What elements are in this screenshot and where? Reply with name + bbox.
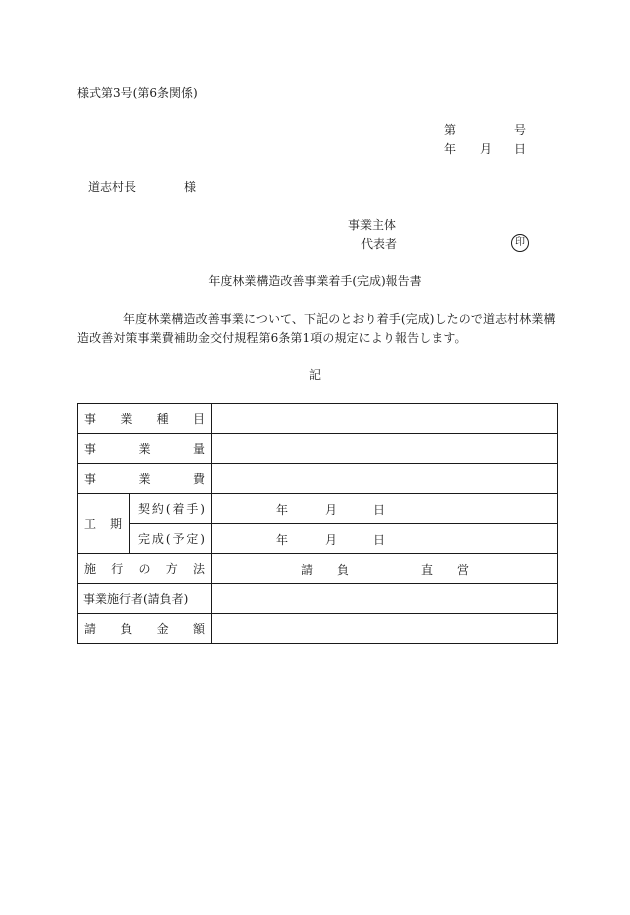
report-table (77, 403, 558, 644)
table-row (78, 494, 558, 524)
entity-label: 事業主体 (348, 218, 397, 232)
label-contract-amount: 請 負 金 額 (78, 614, 212, 644)
addressee-honorific: 様 (184, 180, 197, 194)
form-number: 様式第3号(第6条関係) (77, 86, 198, 100)
document-title: 年度林業構造改善事業着手(完成)報告書 (208, 274, 422, 288)
label-construction-period: 工 期 (78, 494, 130, 554)
option-contract[interactable]: 請 (301, 563, 314, 577)
field-contract-start-date[interactable] (212, 494, 558, 524)
label-project-type: 事 業 種 目 (78, 404, 212, 434)
field-contract-amount[interactable] (212, 614, 558, 644)
field-project-cost[interactable] (212, 464, 558, 494)
table-row (78, 434, 558, 464)
option-direct[interactable]: 直 (421, 563, 434, 577)
number-prefix: 第 (444, 123, 457, 137)
field-executor[interactable] (212, 584, 558, 614)
label-project-cost: 事 業 費 (78, 464, 212, 494)
field-project-type[interactable] (212, 404, 558, 434)
day-unit: 日 (373, 503, 386, 517)
label-completion-planned: 完 成 ( 予 定 ) (130, 524, 212, 554)
label-contract-start: 契 約 ( 着 手 ) (130, 494, 212, 524)
seal-mark: 印 (511, 234, 529, 252)
label-project-volume: 事 業 量 (78, 434, 212, 464)
table-row (78, 464, 558, 494)
addressee-name: 道志村長 (88, 180, 137, 194)
body-text: 年度林業構造改善事業について、下記のとおり着手(完成)したので道志村林業構造改善対策事業費補助金交付規程第6条第1項の規定により報告します。 (77, 312, 556, 345)
day-unit: 日 (373, 533, 386, 547)
label-executor: 事業施行者(請負者) (78, 584, 212, 614)
month-unit: 月 (325, 533, 338, 547)
table-row (78, 584, 558, 614)
date-day: 日 (514, 142, 527, 156)
field-completion-date[interactable] (212, 524, 558, 554)
table-row (78, 554, 558, 584)
number-suffix: 号 (514, 123, 527, 137)
option-direct[interactable]: 営 (457, 563, 470, 577)
table-row (78, 614, 558, 644)
representative-label: 代表者 (361, 237, 398, 251)
date-month: 月 (480, 142, 493, 156)
field-project-volume[interactable] (212, 434, 558, 464)
date-year: 年 (444, 142, 457, 156)
year-unit: 年 (276, 533, 289, 547)
option-contract[interactable]: 負 (337, 563, 350, 577)
month-unit: 月 (325, 503, 338, 517)
table-row (78, 524, 558, 554)
year-unit: 年 (276, 503, 289, 517)
table-row (78, 404, 558, 434)
ki-marker: 記 (308, 368, 321, 382)
field-execution-method[interactable] (212, 554, 558, 584)
label-execution-method: 施 行 の 方 法 (78, 554, 212, 584)
